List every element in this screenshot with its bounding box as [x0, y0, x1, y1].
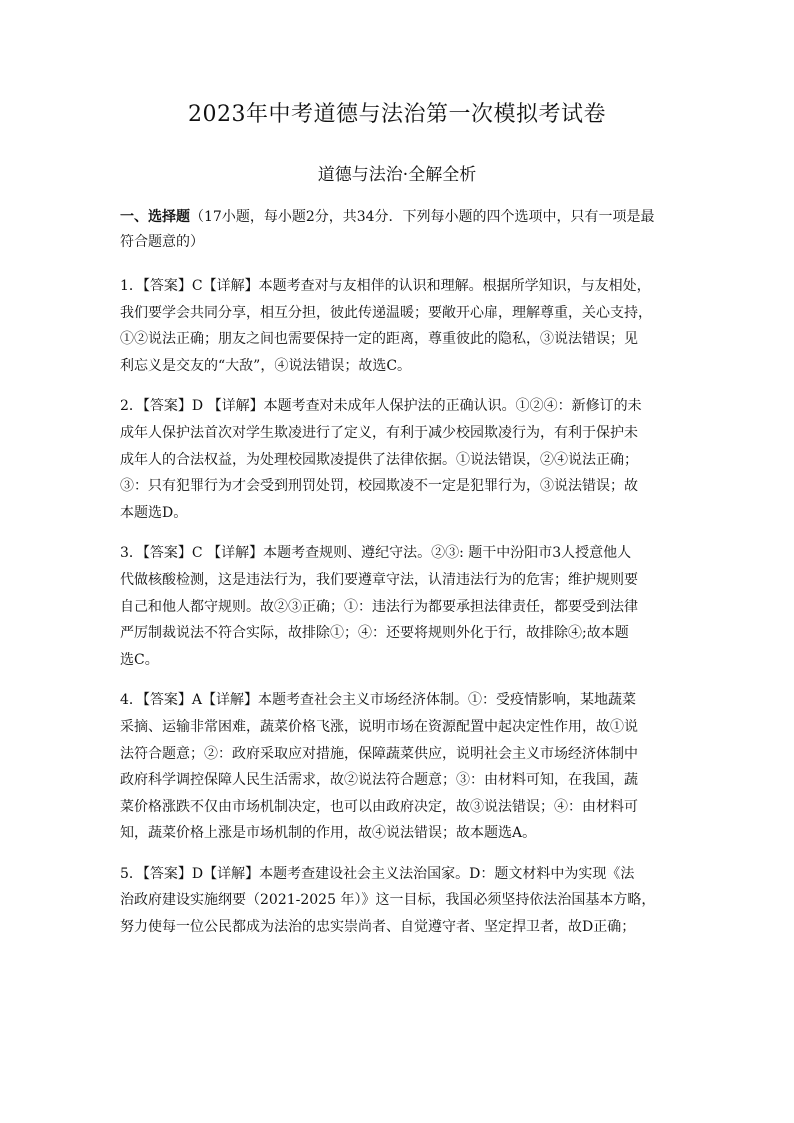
question-line: 努力使每一位公民都成为法治的忠实崇尚者、自觉遵守者、坚定捍卫者，故D正确； [120, 919, 636, 936]
question-line: 成年人的合法权益，为处理校园欺凌提供了法律依据。①说法错误，②④说法正确； [120, 451, 638, 468]
question-line: 代做核酸检测，这是违法行为，我们要遵章守法，认清违法行为的危害；维护规则要 [120, 571, 638, 588]
question-line: 选C。 [120, 651, 159, 668]
question-line: 3．【答案】C 【详解】本题考查规则、遵纪守法。②③: 题干中汾阳市3人授意他人 [120, 545, 632, 562]
question-line: 5．【答案】D【详解】本题考查建设社会主义法治国家。D：题文材料中为实现《法 [120, 865, 635, 882]
question-line: 自己和他人都守规则。故②③正确；①：违法行为都要承担法律责任，都要受到法律 [120, 598, 638, 615]
question-line: 我们要学会共同分享，相互分担，彼此传递温暖；要敞开心扉，理解尊重，关心支持， [120, 304, 652, 321]
page-subtitle: 道德与法治·全解全析 [317, 165, 477, 185]
question-4 [120, 687, 690, 847]
question-line: 采摘、运输非常困难，蔬菜价格飞涨，说明市场在资源配置中起决定性作用，故①说 [120, 718, 638, 735]
section-lead: 一、选择题 [120, 209, 190, 225]
page-title: 2023年中考道德与法治第一次模拟考试卷 [188, 102, 606, 127]
question-1 [120, 273, 690, 379]
question-3 [120, 540, 690, 673]
question-line: 治政府建设实施纲要（2021-2025 年）》这一目标，我国必须坚持依法治国基本方略， [120, 892, 656, 909]
question-line: 知，蔬菜价格上涨是市场机制的作用，故④说法错误；故本题选A。 [120, 825, 537, 842]
section-heading [120, 205, 690, 255]
section-heading-line-1 [120, 205, 690, 230]
question-line: 1．【答案】C【详解】本题考查对与友相伴的认识和理解。根据所学知识，与友相处， [120, 278, 651, 294]
section-instructions: （17小题，每小题2分，共34分．下列每小题的四个选项中，只有一项是最 [190, 209, 655, 225]
question-line: 成年人保护法首次对学生欺凌进行了定义，有利于减少校园欺凌行为，有利于保护未 [120, 424, 638, 441]
question-line: ①②说法正确；朋友之间也需要保持一定的距离，尊重彼此的隐私，③说法错误；见 [120, 331, 638, 348]
question-2 [120, 393, 690, 526]
question-line: 4．【答案】A【详解】本题考查社会主义市场经济体制。①：受疫情影响，某地蔬菜 [120, 692, 637, 709]
question-line: ③：只有犯罪行为才会受到刑罚处罚，校园欺凌不一定是犯罪行为，③说法错误；故 [120, 478, 638, 495]
section-heading-line-2: 符合题意的） [120, 234, 204, 250]
question-5 [120, 861, 690, 941]
question-line: 法符合题意；②：政府采取应对措施，保障蔬菜供应，说明社会主义市场经济体制中 [120, 745, 638, 762]
document-body [120, 205, 690, 955]
question-line: 利忘义是交友的“大敌”，④说法错误；故选C。 [120, 357, 412, 374]
question-line: 本题选D。 [120, 504, 188, 521]
question-line: 严厉制裁说法不符合实际，故排除①；④：还要将规则外化于行，故排除④;故本题 [120, 625, 629, 642]
question-line: 政府科学调控保障人民生活需求，故②说法符合题意；③：由材料可知，在我国，蔬 [120, 772, 638, 789]
question-line: 2．【答案】D 【详解】本题考查对未成年人保护法的正确认识。①②④：新修订的未 [120, 398, 642, 415]
question-line: 菜价格涨跌不仅由市场机制决定，也可以由政府决定，故③说法错误；④：由材料可 [120, 798, 638, 815]
